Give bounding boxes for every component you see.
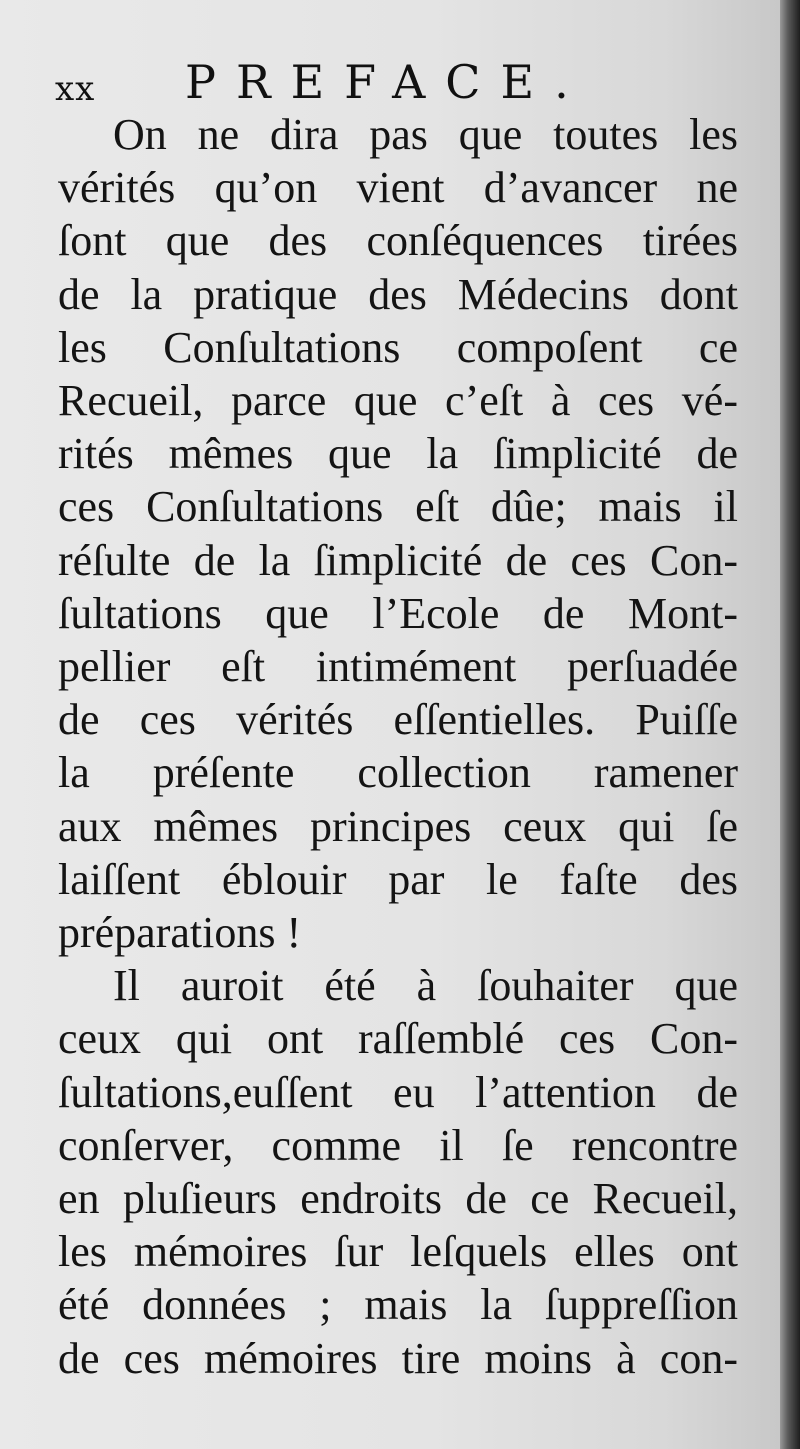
text-line: préparations ! bbox=[58, 908, 302, 958]
text-line: On ne dira pas que toutes les bbox=[113, 110, 738, 159]
text-line: ſont que des conſéquences tirées bbox=[58, 216, 738, 266]
text-line: ceux qui ont raſſemblé ces Con- bbox=[58, 1014, 738, 1064]
text-line: réſulte de la ſimplicité de ces Con- bbox=[58, 535, 738, 585]
text-line: les mémoires ſur leſquels elles ont bbox=[58, 1227, 738, 1277]
page-edge-shadow bbox=[780, 0, 800, 1449]
page-number: xx bbox=[55, 69, 96, 109]
text-line: de ces mémoires tire moins à con- bbox=[58, 1333, 738, 1383]
body-text bbox=[58, 108, 738, 1385]
text-line: la préſente collection ramener bbox=[58, 748, 738, 798]
text-line: aux mêmes principes ceux qui ſe bbox=[58, 801, 738, 851]
text-line: ces Conſultations eſt dûe; mais il bbox=[58, 482, 738, 532]
page-header bbox=[55, 55, 740, 109]
running-title: PREFACE. bbox=[185, 55, 589, 109]
text-line: ſultations que l’Ecole de Mont- bbox=[58, 588, 738, 638]
text-line: pellier eſt intimément perſuadée bbox=[58, 642, 738, 692]
text-line: laiſſent éblouir par le faſte des bbox=[58, 854, 738, 904]
text-line: rités mêmes que la ſimplicité de bbox=[58, 429, 738, 479]
text-line: été données ; mais la ſuppreſſion bbox=[58, 1280, 738, 1330]
text-line: les Conſultations compoſent ce bbox=[58, 322, 738, 372]
text-line: Recueil, parce que c’eſt à ces vé- bbox=[58, 376, 738, 426]
text-line: de la pratique des Médecins dont bbox=[58, 269, 738, 319]
text-line: ſultations,euſſent eu l’attention de bbox=[58, 1067, 738, 1117]
text-line: vérités qu’on vient d’avancer ne bbox=[58, 163, 738, 213]
text-line: Il auroit été à ſouhaiter que bbox=[113, 961, 738, 1011]
text-line: de ces vérités eſſentielles. Puiſſe bbox=[58, 695, 738, 745]
text-line: conſerver, comme il ſe rencontre bbox=[58, 1120, 738, 1170]
text-line: en pluſieurs endroits de ce Recueil, bbox=[58, 1174, 738, 1224]
